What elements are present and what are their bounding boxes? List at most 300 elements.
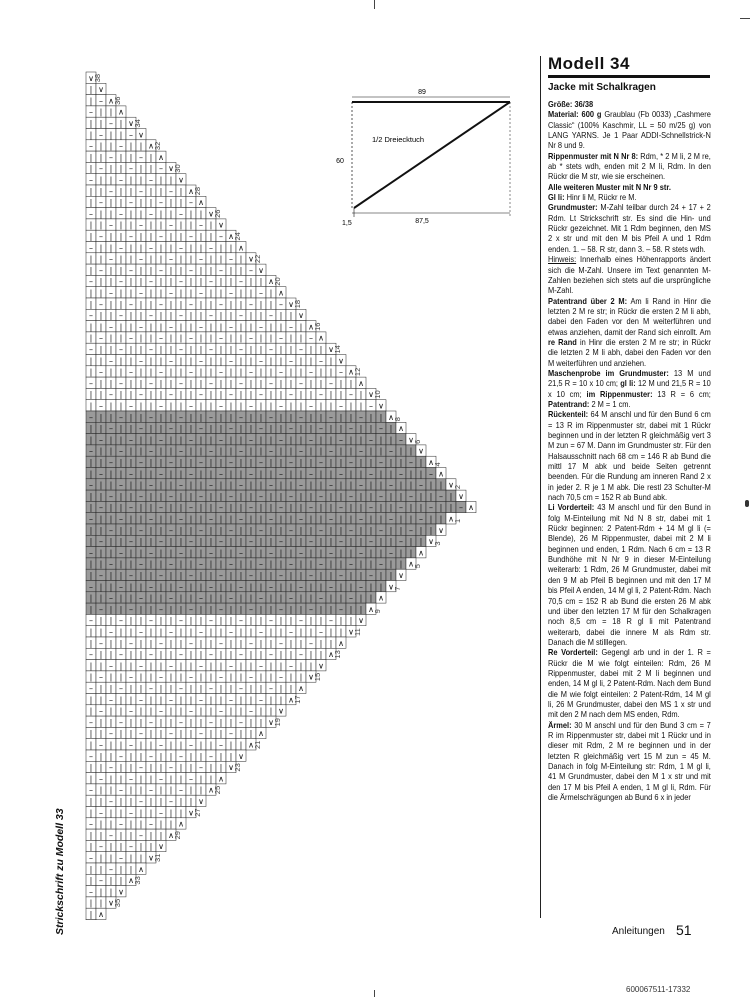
chart-symbol: – [299,616,303,626]
chart-symbol: – [259,661,263,671]
chart-symbol: | [109,582,113,592]
chart-symbol: | [449,503,453,513]
chart-symbol: – [119,311,123,321]
chart-symbol: | [149,661,153,671]
chart-symbol: – [139,186,143,196]
chart-symbol: | [359,571,363,580]
chart-symbol: | [119,503,123,513]
chart-symbol: | [239,661,243,671]
chart-symbol: | [419,503,423,513]
chart-symbol: | [269,537,273,547]
chart-symbol: – [309,401,313,411]
chart-symbol: | [149,537,153,547]
chart-symbol: – [149,243,153,253]
chart-symbol: | [439,514,443,524]
chart-symbol: | [99,559,103,569]
chart-symbol: | [129,650,133,660]
chart-symbol: | [119,638,123,648]
chart-symbol: | [169,582,173,592]
chart-symbol: – [219,299,223,309]
chart-symbol: | [199,333,203,343]
chart-symbol: | [349,503,353,513]
chart-symbol: | [309,491,313,501]
chart-symbol: – [319,593,323,603]
chart-symbol: – [339,503,343,513]
chart-symbol: | [189,627,193,637]
chart-symbol: | [239,571,243,580]
chart-symbol: | [129,412,133,422]
chart-row-number: 15 [313,672,322,682]
chart-symbol: – [119,378,123,388]
chart-symbol: – [159,164,163,174]
chart-symbol: – [129,774,133,784]
chart-symbol: | [159,446,163,456]
chart-symbol: | [289,650,293,660]
chart-symbol: – [419,514,423,524]
chart-symbol: | [89,333,93,343]
chart-symbol: | [139,638,143,648]
note-label: Hinweis: [548,255,577,265]
chart-symbol: | [119,164,123,174]
chart-symbol: | [149,469,153,479]
chart-symbol: – [439,491,443,501]
chart-symbol: – [409,458,413,467]
chart-symbol: | [169,672,173,682]
chart-symbol: | [409,503,413,513]
chart-symbol: | [159,186,163,196]
chart-symbol: | [149,763,153,773]
chart-symbol: | [169,311,173,321]
chart-symbol: | [179,469,183,479]
chart-symbol: | [159,480,163,490]
chart-symbol: – [119,650,123,660]
chart-symbol: | [109,378,113,388]
chart-symbol: | [189,717,193,727]
chart-symbol: – [109,119,113,128]
chart-symbol: ∨ [318,661,324,671]
chart-symbol: | [309,356,313,366]
gauge-label: Maschenprobe im Grundmuster: [548,368,669,378]
chart-symbol: | [279,514,283,524]
chart-symbol: | [289,333,293,343]
chart-symbol: | [199,480,203,490]
chart-symbol: | [299,491,303,501]
chart-symbol: | [359,491,363,501]
chart-symbol: | [229,401,233,411]
chart-symbol: | [309,627,313,637]
chart-symbol: – [399,435,403,445]
chart-symbol: | [99,458,103,467]
chart-symbol: – [389,548,393,558]
chart-symbol: | [239,537,243,547]
chart-symbol: ∧ [238,243,244,253]
chart-symbol: – [289,458,293,467]
chart-symbol: – [159,672,163,682]
chart-symbol: | [179,367,183,377]
chart-symbol: | [309,525,313,535]
chart-symbol: | [299,458,303,467]
chart-symbol: | [139,412,143,422]
chart-symbol: | [139,537,143,547]
chart-symbol: | [159,175,163,185]
chart-symbol: ∨ [448,480,454,490]
chart-symbol: ∧ [298,684,304,693]
chart-symbol: – [179,684,183,693]
chart-symbol: – [99,130,103,140]
chart-symbol: | [239,435,243,445]
chart-symbol: | [149,220,153,230]
chart-symbol: | [249,717,253,727]
chart-symbol: | [149,842,153,852]
chart-symbol: – [369,571,373,580]
chart-symbol: | [139,672,143,682]
chart-symbol: | [319,412,323,422]
chart-symbol: – [259,322,263,332]
chart-symbol: | [289,446,293,456]
chart-symbol: | [209,401,213,411]
chart-symbol: | [109,548,113,558]
chart-symbol: | [139,684,143,693]
chart-symbol: | [129,254,133,264]
chart-row-number: 1 [453,518,462,523]
chart-symbol: – [139,525,143,535]
chart-symbol: – [119,616,123,626]
chart-symbol: | [139,480,143,490]
chart-row-number: 14 [333,345,342,354]
chart-symbol: | [359,537,363,547]
chart-symbol: | [249,661,253,671]
chart-symbol: – [109,288,113,298]
chart-symbol: | [319,537,323,547]
chart-symbol: – [89,141,93,151]
chart-symbol: | [209,559,213,569]
chart-row-number: 6 [413,439,422,444]
chart-symbol: – [309,537,313,547]
chart-symbol: | [259,503,263,513]
chart-symbol: ∧ [438,469,444,479]
chart-symbol: | [149,774,153,784]
chart-symbol: – [319,356,323,366]
chart-symbol: | [119,299,123,309]
chart-symbol: | [179,593,183,603]
chart-symbol: | [139,842,143,852]
chart-symbol: | [89,830,93,840]
chart-symbol: – [299,446,303,456]
chart-symbol: | [89,740,93,750]
chart-symbol: – [259,458,263,467]
model-subtitle: Jacke mit Schalkragen [548,82,656,93]
chart-symbol: | [109,537,113,547]
chart-symbol: | [259,537,263,547]
chart-symbol: ∨ [108,898,114,908]
chart-symbol: | [139,198,143,208]
chart-symbol: ∨ [328,345,334,354]
chart-symbol: | [99,209,103,219]
chart-symbol: | [89,322,93,332]
chart-symbol: – [239,446,243,456]
chart-symbol: | [159,763,163,773]
chart-symbol: ∧ [368,604,374,614]
chart-symbol: | [339,582,343,592]
chart-symbol: | [379,571,383,580]
chart-symbol: | [159,378,163,388]
chart-symbol: | [289,548,293,558]
chart-symbol: – [89,582,93,592]
chart-symbol: | [229,265,233,275]
chart-symbol: | [399,458,403,467]
chart-symbol: | [239,638,243,648]
chart-symbol: – [309,435,313,445]
chart-symbol: | [229,367,233,377]
chart-symbol: – [169,220,173,230]
chart-symbol: ∧ [188,186,194,196]
chart-symbol: | [239,525,243,535]
chart-symbol: | [149,390,153,400]
chart-symbol: | [179,401,183,411]
chart-symbol: | [339,412,343,422]
chart-symbol: | [249,525,253,535]
chart-symbol: | [119,220,123,230]
chart-symbol: | [249,345,253,354]
chart-symbol: | [139,582,143,592]
chart-symbol: | [99,797,103,806]
chart-symbol: | [289,514,293,524]
chart-symbol: – [229,356,233,366]
chart-symbol: | [399,559,403,569]
chart-symbol: | [129,322,133,332]
chart-symbol: | [219,345,223,354]
chart-symbol: – [109,458,113,467]
chart-symbol: – [129,604,133,614]
chart-symbol: – [189,469,193,479]
crop-mark-top [374,0,375,9]
chart-symbol: ∨ [398,571,404,580]
chart-symbol: | [139,571,143,580]
chart-symbol: – [159,435,163,445]
chart-row-number: 32 [153,141,162,151]
chart-symbol: | [99,424,103,434]
chart-symbol: – [149,514,153,524]
material-text: Graublau (Fb 0033) „Cashmere Classic“ (100% Kaschmir, LL = 50 m/25 g) von LANG YARNS. Je 1 Paar ADDI-Schnellstrick-N Nr 8 und 9. [548,110,711,151]
chart-row-number: 20 [273,277,282,286]
chart-symbol: | [199,774,203,784]
chart-symbol: | [149,356,153,366]
chart-symbol: | [99,480,103,490]
chart-symbol: | [219,322,223,332]
chart-symbol: – [99,876,103,886]
chart-symbol: – [179,650,183,660]
chart-symbol: | [319,638,323,648]
chart-symbol: | [229,650,233,660]
chart-symbol: – [99,164,103,174]
chart-symbol: | [119,119,123,128]
chart-symbol: – [209,277,213,287]
chart-symbol: | [159,277,163,287]
chart-symbol: | [99,582,103,592]
chart-symbol: – [109,322,113,332]
chart-symbol: | [309,661,313,671]
chart-symbol: – [319,491,323,501]
chart-symbol: | [89,458,93,467]
chart-symbol: – [419,480,423,490]
chart-symbol: | [179,537,183,547]
chart-symbol: | [169,175,173,185]
chart-symbol: – [259,525,263,535]
chart-symbol: | [119,876,123,886]
chart-symbol: | [279,390,283,400]
chart-symbol: | [99,695,103,705]
chart-symbol: | [299,356,303,366]
chart-symbol: | [99,627,103,637]
chart-row-number: 28 [193,186,202,196]
chart-row-number: 17 [293,695,302,704]
chart-symbol: | [209,469,213,479]
edge-text-2: in Hinr die ersten 2 M re str; in Rückr die letzten 2 M li abh, dabei den Faden vor den M weiterführen und anziehen. [548,337,711,368]
chart-symbol: ∨ [188,808,194,818]
chart-symbol: | [209,525,213,535]
chart-symbol: | [119,695,123,705]
chart-symbol: | [99,322,103,332]
chart-symbol: | [169,435,173,445]
chart-symbol: | [229,740,233,750]
chart-symbol: | [229,503,233,513]
chart-symbol: – [199,559,203,569]
chart-symbol: | [199,209,203,219]
chart-symbol: | [109,175,113,185]
chart-symbol: | [309,345,313,354]
chart-symbol: | [279,412,283,422]
chart-symbol: | [249,729,253,739]
chart-symbol: | [189,311,193,321]
chart-symbol: – [299,514,303,524]
chart-symbol: | [89,424,93,434]
chart-symbol: – [409,525,413,535]
chart-symbol: – [289,593,293,603]
chart-symbol: – [199,763,203,773]
chart-symbol: – [209,378,213,388]
chart-symbol: | [159,525,163,535]
chart-row-number: 35 [113,898,122,908]
chart-symbol: – [149,785,153,795]
chart-symbol: | [219,582,223,592]
chart-symbol: | [159,288,163,298]
chart-symbol: | [389,435,393,445]
chart-symbol: | [169,412,173,422]
chart-symbol: | [239,706,243,716]
chart-symbol: | [99,412,103,422]
chart-symbol: | [389,559,393,569]
chart-symbol: | [249,458,253,467]
chart-symbol: – [229,390,233,400]
chart-symbol: | [149,435,153,445]
chart-symbol: | [109,164,113,174]
chart-symbol: | [219,491,223,501]
chart-symbol: – [119,819,123,829]
chart-symbol: | [389,424,393,434]
chart-symbol: – [209,684,213,693]
chart-symbol: – [339,367,343,377]
chart-symbol: – [99,198,103,208]
chart-symbol: – [219,672,223,682]
diagram-diagonal [354,102,510,208]
chart-symbol: – [289,390,293,400]
chart-symbol: – [189,198,193,208]
chart-symbol: | [269,571,273,580]
chart-symbol: – [349,491,353,501]
chart-symbol: | [399,514,403,524]
chart-symbol: – [389,446,393,456]
chart-symbol: ∨ [148,853,154,863]
chart-symbol: | [339,378,343,388]
chart-symbol: | [89,797,93,806]
chart-symbol: | [309,650,313,660]
chart-symbol: | [119,322,123,332]
chart-symbol: | [419,469,423,479]
chart-symbol: | [139,650,143,660]
chart-symbol: | [119,729,123,739]
chart-symbol: ∨ [178,175,184,185]
chart-symbol: – [149,277,153,287]
chart-symbol: | [129,141,133,151]
chart-symbol: | [99,525,103,535]
chart-symbol: | [109,842,113,852]
chart-symbol: | [99,141,103,151]
chart-symbol: – [159,198,163,208]
chart-symbol: | [389,491,393,501]
chart-symbol: | [99,661,103,671]
chart-symbol: | [319,446,323,456]
chart-symbol: | [219,729,223,739]
rib-paragraph [548,152,711,183]
chart-symbol: | [89,638,93,648]
page-number: 51 [676,922,692,938]
chart-symbol: – [139,220,143,230]
chart-symbol: | [219,288,223,298]
chart-symbol: | [239,265,243,275]
chart-symbol: – [279,367,283,377]
chart-symbol: | [189,412,193,422]
chart-row-number: 21 [253,740,262,749]
chart-symbol: | [149,525,153,535]
chart-symbol: | [289,503,293,513]
chart-symbol: | [89,910,93,919]
chart-symbol: | [179,695,183,705]
chart-symbol: | [99,390,103,400]
chart-symbol: – [189,571,193,580]
chart-symbol: – [199,695,203,705]
chart-symbol: – [249,571,253,580]
chart-symbol: | [129,797,133,806]
chart-symbol: ∨ [408,435,414,445]
chart-symbol: – [239,277,243,287]
chart-symbol: | [309,559,313,569]
chart-symbol: | [209,706,213,716]
chart-symbol: | [159,254,163,264]
chart-row-number: 9 [373,609,382,614]
chart-symbol: – [179,514,183,524]
chart-symbol: | [109,311,113,321]
chart-symbol: – [119,141,123,151]
chart-symbol: | [329,571,333,580]
chart-symbol: | [139,785,143,795]
chart-symbol: | [269,401,273,411]
chart-symbol: – [99,299,103,309]
chart-symbol: | [199,277,203,287]
chart-symbol: | [279,661,283,671]
chart-symbol: | [159,220,163,230]
chart-symbol: | [359,593,363,603]
chart-symbol: | [259,435,263,445]
